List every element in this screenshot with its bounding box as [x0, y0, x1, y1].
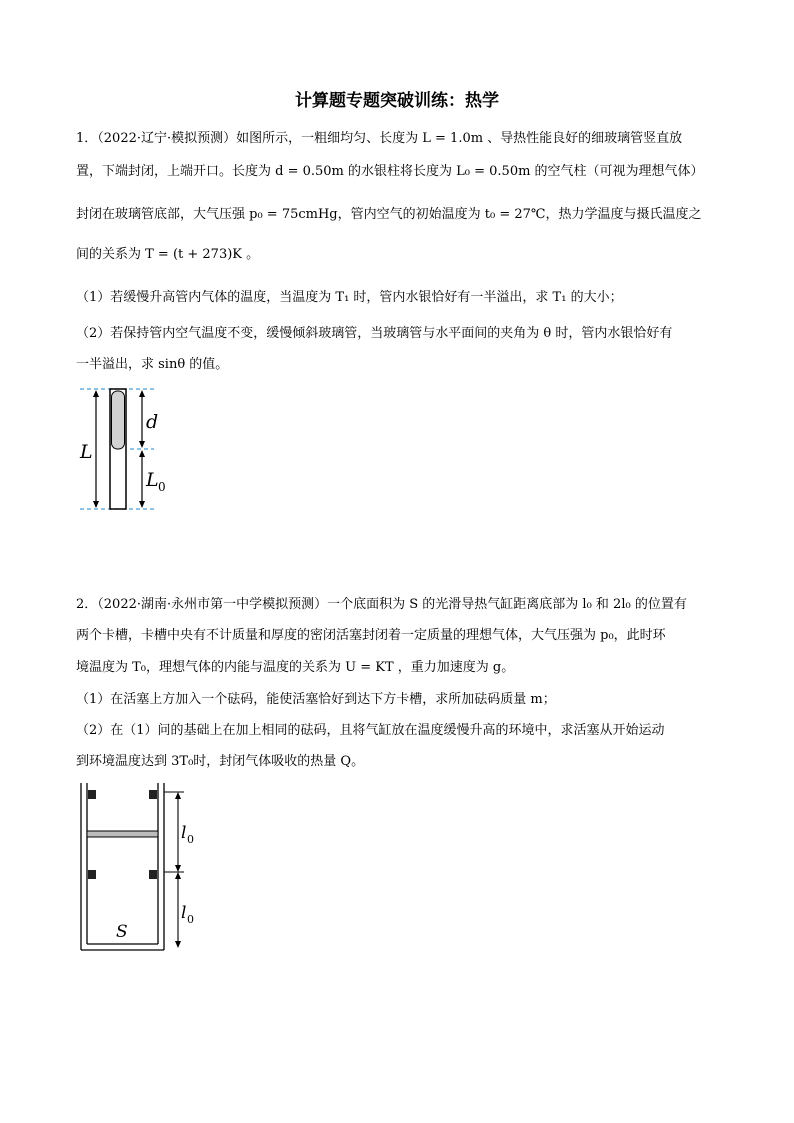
l0-bottom-arrow-up: [175, 872, 181, 879]
l0-top-arrow-down: [175, 865, 181, 872]
q2-cylinder-figure: [76, 780, 206, 955]
q1-stem-line-2: 置，下端封闭，上端开口。长度为 d = 0.50m 的水银柱将长度为 L₀ = 0.50m 的空气柱（可视为理想气体）: [76, 164, 704, 179]
label-L0: L: [146, 469, 159, 491]
lower-right-slot: [149, 870, 157, 879]
q1-stem-line-3: 封闭在玻璃管底部，大气压强 p₀ = 75cmHg，管内空气的初始温度为 t₀ = 27℃，热力学温度与摄氏温度之: [76, 207, 702, 222]
label-S: S: [116, 922, 128, 942]
q2-stem-line-2: 两个卡槽，卡槽中央有不计质量和厚度的密闭活塞封闭着一定质量的理想气体，大气压强为 p₀，此时环: [76, 628, 666, 643]
q2-part2-line-1: （2）在（1）问的基础上在加上相同的砝码，且将气缸放在温度缓慢升高的环境中，求活塞从开始运动: [76, 723, 665, 738]
q2-part1: （1）在活塞上方加入一个砝码，能使活塞恰好到达下方卡槽，求所加砝码质量 m；: [76, 692, 556, 707]
label-d: d: [146, 411, 159, 433]
q2-part2-line-2: 到环境温度达到 3T₀时，封闭气体吸收的热量 Q。: [76, 754, 365, 769]
l0-bottom-arrow-down: [175, 941, 181, 948]
mercury-column: [112, 391, 125, 449]
label-l0-top-subscript: 0: [187, 833, 194, 846]
L0-arrow-up: [139, 450, 145, 457]
q1-part1: （1）若缓慢升高管内气体的温度，当温度为 T₁ 时，管内水银恰好有一半溢出，求 T₁ 的大小；: [76, 290, 623, 305]
L0-arrow-down: [139, 501, 145, 508]
label-L: L: [80, 441, 93, 463]
q2-stem-line-3: 境温度为 T₀，理想气体的内能与温度的关系为 U = KT ，重力加速度为 g。: [76, 660, 515, 675]
q1-stem-line-4: 间的关系为 T = (t + 273)K 。: [76, 247, 260, 262]
q1-part2-line-1: （2）若保持管内空气温度不变，缓慢倾斜玻璃管，当玻璃管与水平面间的夹角为 θ 时，管内水银恰好有: [76, 326, 673, 341]
q1-glass-tube-figure: [76, 382, 186, 516]
label-l0-bottom-subscript: 0: [187, 913, 194, 926]
upper-right-slot: [149, 790, 157, 799]
piston: [87, 831, 158, 837]
q1-part2-line-2: 一半溢出，求 sinθ 的值。: [76, 357, 229, 372]
label-L0-subscript: 0: [158, 480, 166, 494]
upper-left-slot: [88, 790, 96, 799]
page-title: 计算题专题突破训练：热学: [295, 91, 499, 111]
l0-top-arrow-up: [175, 792, 181, 799]
q2-stem-line-1: 2．（2022·湖南·永州市第一中学模拟预测）一个底面积为 S 的光滑导热气缸距离底部为 l₀ 和 2l₀ 的位置有: [76, 597, 687, 612]
L-arrow-up: [93, 390, 99, 397]
d-arrow-up: [139, 390, 145, 397]
label-l0-bottom: l: [181, 903, 187, 923]
label-l0-top: l: [181, 823, 187, 843]
L-arrow-down: [93, 501, 99, 508]
lower-left-slot: [88, 870, 96, 879]
d-arrow-down: [139, 441, 145, 448]
q1-stem-line-1: 1．（2022·辽宁·模拟预测）如图所示，一粗细均匀、长度为 L = 1.0m 、导热性能良好的细玻璃管竖直放: [76, 131, 683, 146]
